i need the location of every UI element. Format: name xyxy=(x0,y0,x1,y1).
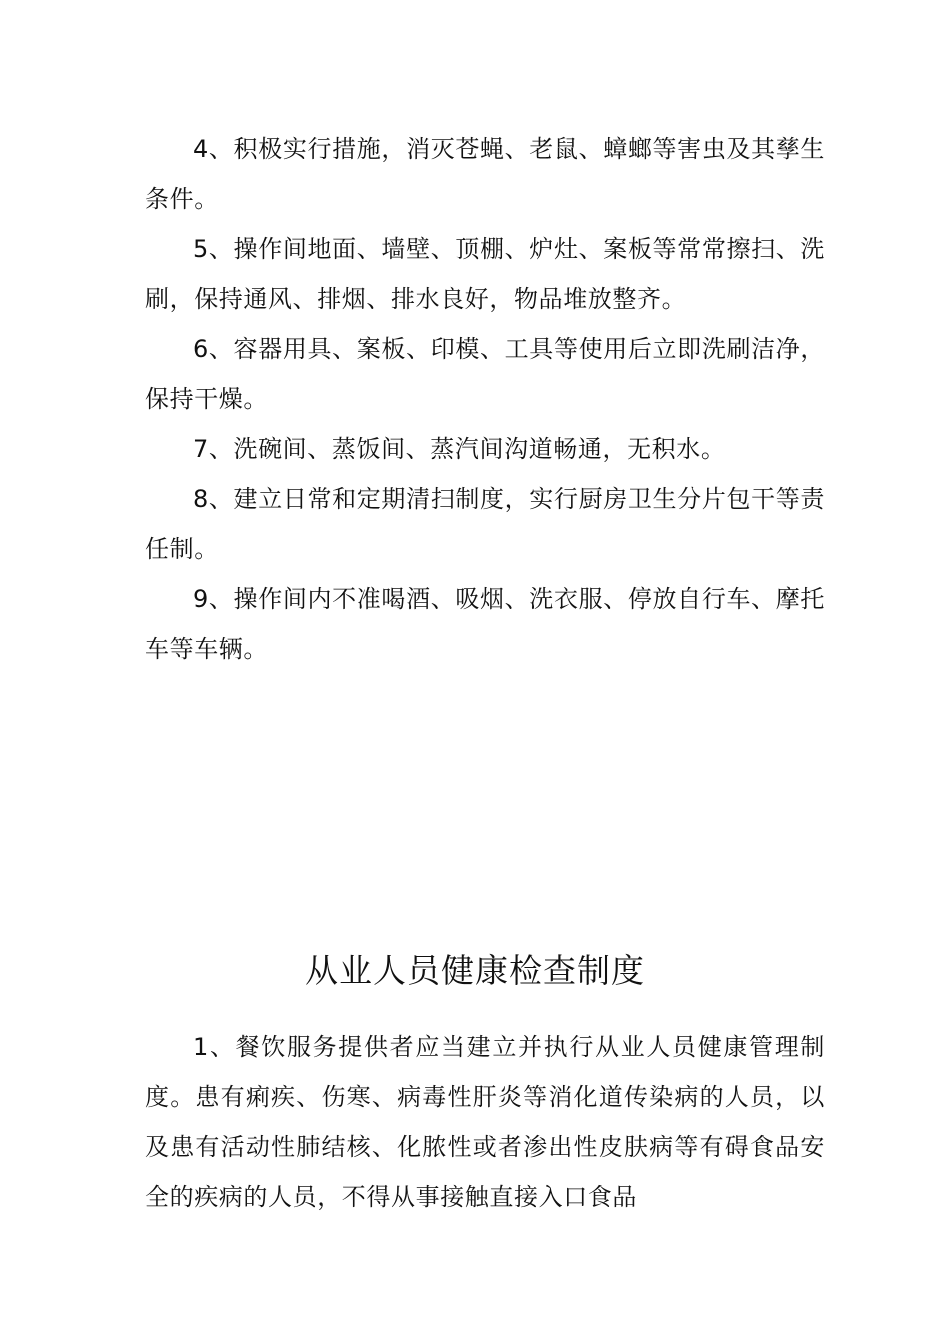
rule-item-4: 4、积极实行措施，消灭苍蝇、老鼠、蟑螂等害虫及其孳生条件。 xyxy=(145,135,825,213)
rule-item-9: 9、操作间内不准喝酒、吸烟、洗衣服、停放自行车、摩托车等车辆。 xyxy=(145,585,825,663)
health-check-section xyxy=(145,1022,825,1222)
rule-item-6: 6、容器用具、案板、印模、工具等使用后立即洗刷洁净，保持干燥。 xyxy=(145,335,825,413)
rule-item-7: 7、洗碗间、蒸饭间、蒸汽间沟道畅通，无积水。 xyxy=(193,435,726,463)
health-rule-item-1: 1、餐饮服务提供者应当建立并执行从业人员健康管理制度。患有痢疾、伤寒、病毒性肝炎等消化道传染病的人员，以及患有活动性肺结核、化脓性或者渗出性皮肤病等有碍食品安全的疾病的人员，不得从事接触直接入口食品 xyxy=(145,1033,825,1211)
rule-item-8: 8、建立日常和定期清扫制度，实行厨房卫生分片包干等责任制。 xyxy=(145,485,825,563)
hygiene-rules-continued xyxy=(145,124,825,674)
rule-item-5: 5、操作间地面、墙壁、顶棚、炉灶、案板等常常擦扫、洗刷，保持通风、排烟、排水良好，物品堆放整齐。 xyxy=(145,235,825,313)
section-title: 从业人员健康检查制度 xyxy=(305,951,645,990)
